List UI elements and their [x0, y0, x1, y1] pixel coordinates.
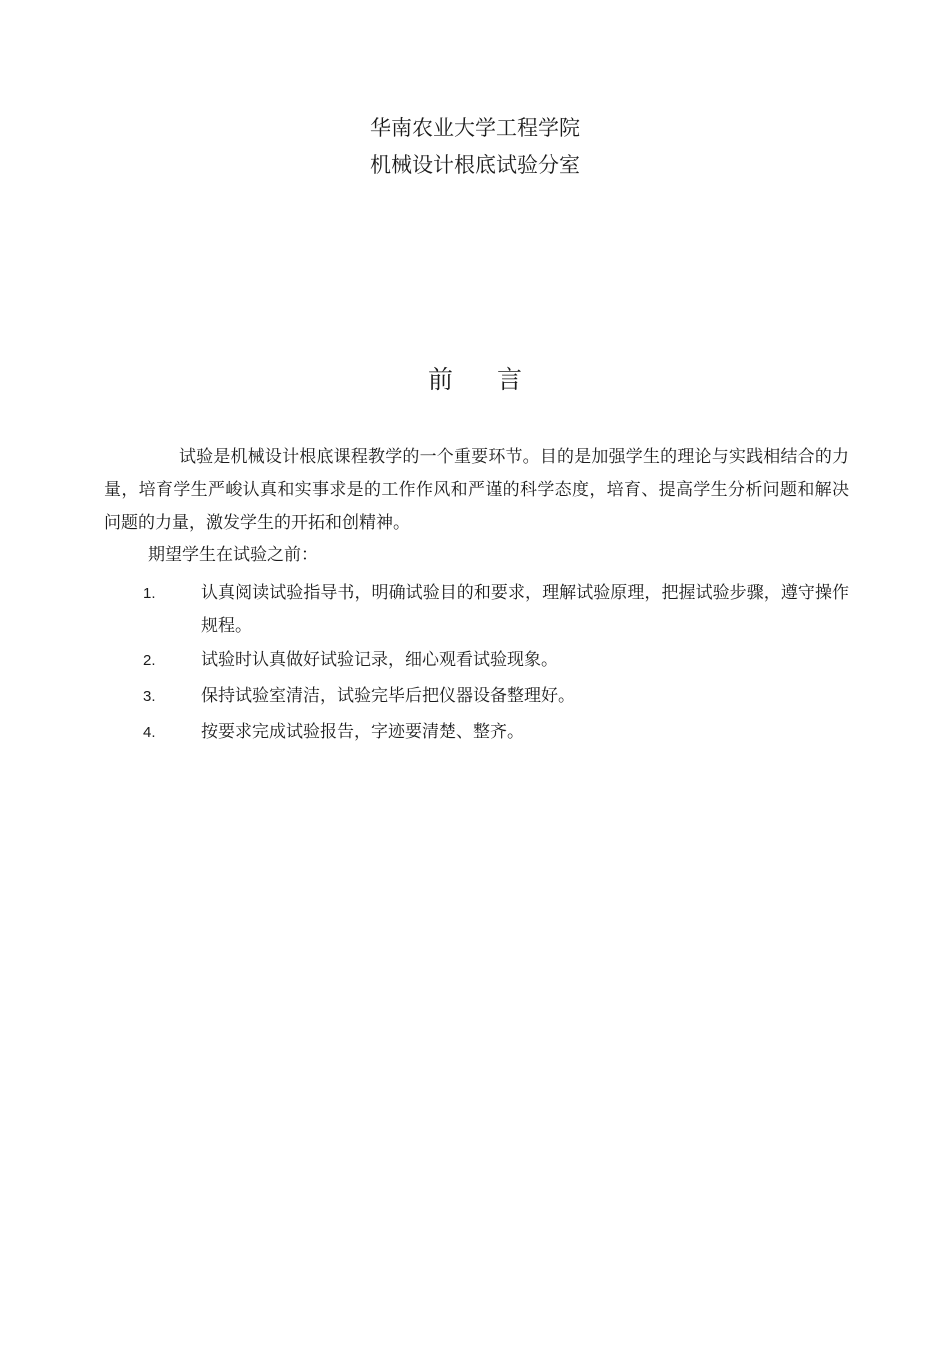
- list-item-number: 3.: [143, 688, 156, 705]
- intro-paragraph: 试验是机械设计根底课程教学的一个重要环节。目的是加强学生的理论与实践相结合的力量，培育学生严峻认真和实事求是的工作作风和严谨的科学态度，培育、提高学生分析问题和解决问题的力量，激发学生的开拓和创精神。: [104, 447, 849, 533]
- preface-title: 前言: [427, 365, 566, 394]
- list-item-text: 试验时认真做好试验记录，细心观看试验现象。: [201, 650, 558, 670]
- list-item-text: 保持试验室清洁，试验完毕后把仪器设备整理好。: [201, 686, 575, 706]
- list-item-text: 认真阅读试验指导书，明确试验目的和要求，理解试验原理，把握试验步骤，遵守操作规程。: [201, 583, 849, 636]
- department-name: 机械设计根底试验分室: [370, 153, 580, 177]
- list-item-number: 2.: [143, 652, 156, 669]
- institution-header: [0, 110, 950, 184]
- list-item-number: 4.: [143, 724, 156, 741]
- list-lead-text: 期望学生在试验之前：: [148, 545, 318, 565]
- institution-name: 华南农业大学工程学院: [370, 116, 580, 140]
- list-item-number: 1.: [143, 585, 156, 602]
- list-item-text: 按要求完成试验报告，字迹要清楚、整齐。: [201, 722, 524, 742]
